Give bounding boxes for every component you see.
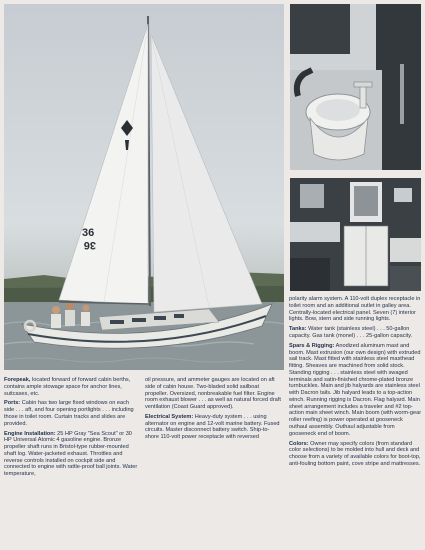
cabin-interior-illustration [290, 178, 421, 291]
spec-electrical-system-cont [289, 296, 422, 323]
spec-heading: Electrical System: [145, 413, 194, 420]
spec-tanks [289, 326, 422, 340]
spec-column-2 [145, 377, 283, 444]
spec-engine-installation [4, 431, 140, 478]
spec-heading: Forepeak, [4, 377, 31, 383]
spec-column-3 [289, 296, 422, 471]
spec-colors [289, 441, 422, 468]
spec-text: Heavy-duty system . . . using alternator on engine and 12-volt marine battery. Fused circuits. Master disconnect battery switch. Ship-to-shore 110-volt power receptacle with reversed [145, 413, 280, 441]
spec-text: Water tank (stainless steel) . . . 50-gallon capacity. Gas tank (monel) . . . 25-gallon capacity. [289, 326, 413, 339]
spec-text: Anodized aluminum mast and boom. Mast extrusion (our own design) with extruded sail track. Mast fitted with stainless steel masthead fitting. Sheaves are machined from solid stock. Standing rigging . . . stainless steel with swaged terminals and satin-finished chrome-plated bronze turnbuckles. Main and jib halyards are stainless steel with Dacron tails. Jib halyard leads to a top-action winch. Running rigging is Dacron. Flag halyard. Main sheet arrangement includes a traveler and #2 top-action main sheet winch. Main boom (with worm-gear roller reefing) is power operated at gooseneck outhaul assembly. Outhaul adjustable from gooseneck end of boom. [289, 342, 422, 437]
spec-forepeak [4, 377, 140, 397]
toilet-room-photo [290, 4, 421, 170]
toilet-room-illustration [290, 4, 421, 170]
spec-text: Cabin has two large fixed windows on each side . . . aft, and four opening portlights . . . including those in toilet room. Curtain tracks and slides are provided. [4, 400, 134, 427]
spec-engine-installation-cont [145, 377, 283, 411]
spec-text: oil pressure, and ammeter gauges are located on aft side of cabin house. Two-bladed solid sailboat propeller. Oversized, nonbreakable fuel filter. Engine room exhaust blower . . . as well as natural forced draft ventilation (Coast Guard approved). [145, 377, 281, 410]
spec-heading: Colors: [289, 440, 309, 447]
spec-text: polarity alarm system. A 110-volt duplex receptacle in toilet room and an additional outlet in galley area. Centrally-located electrical panel. Seven (7) interior lights. Bow, stern and side running lights. [289, 296, 421, 323]
spec-text: Owner may specify colors (from standard color selections) to be molded into hull and deck and choose from a variety of available colors for boot-top, anti-fouling bottom paint, cove stripe and mattresses. [289, 440, 421, 467]
spec-spars-rigging [289, 343, 422, 438]
spec-heading: Ports: [4, 400, 21, 407]
spec-text: 25 HP Gray "Sea Scout" or 30 HP Universal Atomic 4 gasoline engine. Bronze propeller shaft runs in Bristol-type rubber-mounted shaft log. Water-jacketed exhaust. Throttles and reverse controls installed on cockpit side and connected to engine with rattle-proof ball joints. Water temperature, [4, 430, 138, 478]
cabin-interior-photo [290, 178, 421, 291]
sail-number-mirrored: 36 [83, 239, 96, 251]
spec-heading: Tanks: [289, 326, 307, 333]
spec-column-1 [4, 377, 140, 481]
spec-ports [4, 400, 140, 427]
spec-heading: Spars & Rigging: [289, 342, 335, 349]
spec-heading: Engine Installation: [4, 430, 56, 437]
sailboat-photo [4, 4, 284, 370]
spec-text: located forward of forward cabin berths, contains ample stowage space for anchor lines, suitcases, etc. [4, 377, 131, 397]
sailboat-illustration [4, 4, 284, 370]
spec-electrical-system [145, 414, 283, 441]
sail-number: 36 [82, 227, 95, 239]
